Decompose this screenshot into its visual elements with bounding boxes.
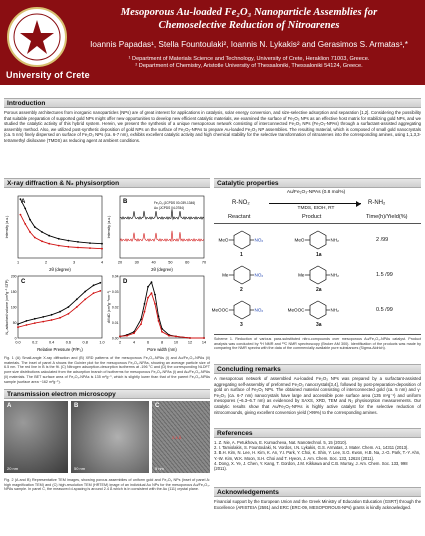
data-point xyxy=(76,306,78,308)
data-point xyxy=(99,290,101,292)
tem-section xyxy=(4,389,210,399)
x-tick-label: 0.8 xyxy=(82,340,88,345)
reaction-scheme: R-NO₂ Au/Fe₂O₃-NPAs (0.8 mol%) TMDS, EtOH, RT R-NH₂ xyxy=(232,190,386,211)
panel-label: D xyxy=(123,279,128,285)
data-point xyxy=(20,214,22,216)
reactant-structure-icon xyxy=(216,263,268,287)
xrd-pattern-line xyxy=(120,209,204,219)
x-tick-label: 30 xyxy=(134,260,139,265)
acknowledgements-text: Financial support by the European Union and the Greek Ministry of Education Education (GSRT) through the Excellence (ARISTEIA (2591) and ERC (ERC-09, MESOPOROUS-NPs) grants is kindly acknowledged. xyxy=(214,499,421,510)
data-point xyxy=(144,303,146,305)
data-point xyxy=(189,337,191,339)
data-point xyxy=(76,298,78,300)
compound-label: 1a xyxy=(316,252,322,258)
x-tick-label: 0.4 xyxy=(48,340,55,345)
x-axis-label: 2θ (degree) xyxy=(49,267,71,272)
compound-label: 3a xyxy=(316,322,322,328)
data-point xyxy=(151,281,153,283)
data-point xyxy=(89,242,91,244)
data-point xyxy=(29,231,31,233)
y-tick-label: 200 xyxy=(10,274,17,279)
chart-panel-d xyxy=(107,274,206,352)
x-tick-label: 40 xyxy=(151,260,156,265)
data-point xyxy=(51,319,53,321)
data-point xyxy=(158,320,160,322)
panel-label: A xyxy=(21,199,26,205)
x-tick-label: 8 xyxy=(160,340,164,345)
legend-entry: Fe₂O₃ (JCPDS 00-039-1346) xyxy=(154,201,196,205)
catalytic-table xyxy=(211,226,421,332)
data-point xyxy=(101,248,103,250)
product-structure-icon xyxy=(292,228,344,252)
data-point xyxy=(34,318,36,320)
x-tick-label: 14 xyxy=(201,340,207,345)
time-yield-value: 1.5 /99 xyxy=(376,272,393,278)
data-point xyxy=(26,324,28,326)
x-tick-label: 20 xyxy=(117,260,123,265)
x-tick-label: 0.2 xyxy=(32,340,38,345)
data-point xyxy=(41,231,43,233)
x-tick-label: 4 xyxy=(132,340,136,345)
plot-frame xyxy=(18,276,102,338)
reference-item: 1. Z. Nie, A. Petukhova, E. Kumacheva, Nat. Nanotechnol. 5, 15 (2010). xyxy=(214,440,348,445)
acknowledgements-heading: Acknowledgements xyxy=(214,487,421,497)
y-tick-label: 0.01 xyxy=(111,320,119,325)
product-structure-icon xyxy=(287,298,344,322)
x-axis-label: Relative Pressure (P/P₀) xyxy=(37,347,83,352)
university-logo xyxy=(6,6,68,68)
series-line xyxy=(20,199,102,244)
data-point xyxy=(59,311,61,313)
reference-item: 3. B.H. Kim, N. Lee, H. Kim, K. An, Y.I. Park, Y. Choi, K. Shin, Y. Lee, S.G. Kwon, H.B. Na, J.-G. Park, T.-Y. Ahn, Y.-W. Kim, W.K. Moon, S.H. Choi and T. Hyeon, J. Am. Chem. Soc. 133, 12624 (2011). xyxy=(214,450,421,461)
data-point xyxy=(140,319,142,321)
acknowledgements-section xyxy=(214,487,421,510)
data-point xyxy=(133,332,135,334)
x-tick-label: 1 xyxy=(16,260,20,265)
data-point xyxy=(84,298,86,300)
data-point xyxy=(119,336,121,338)
data-point xyxy=(99,282,101,284)
data-point xyxy=(29,219,31,221)
data-point xyxy=(17,323,19,325)
svg-text:Me: Me xyxy=(298,272,305,278)
data-point xyxy=(58,238,60,240)
x-tick-label: 10 xyxy=(173,340,179,345)
svg-text:NH₂: NH₂ xyxy=(330,237,339,243)
chart-panel-a xyxy=(5,196,103,272)
catalytic-heading: Catalytic properties xyxy=(214,178,421,188)
data-point xyxy=(20,198,22,200)
svg-text:MeO: MeO xyxy=(218,237,229,243)
y-tick-label: 100 xyxy=(10,305,17,310)
data-point xyxy=(144,311,146,313)
y-tick-label: 150 xyxy=(10,289,17,294)
series-line xyxy=(18,291,100,327)
data-point xyxy=(175,336,177,338)
svg-text:NH₂: NH₂ xyxy=(330,272,339,278)
introduction-heading: Introduction xyxy=(4,98,421,108)
data-point xyxy=(51,314,53,316)
university-name: University of Crete xyxy=(6,70,90,80)
figure-1-charts xyxy=(4,190,210,355)
y-tick-label: 0 xyxy=(14,336,17,341)
y-tick-label: 0.02 xyxy=(111,305,119,310)
data-point xyxy=(48,235,50,237)
tem-image-a: A 20 nm xyxy=(4,401,68,473)
data-point xyxy=(140,323,142,325)
x-axis-label: Pore width (nm) xyxy=(147,347,177,352)
chart-panel-b xyxy=(107,196,206,272)
svg-text:NH₂: NH₂ xyxy=(330,307,339,313)
series-line xyxy=(120,282,204,338)
x-tick-label: 70 xyxy=(201,260,207,265)
chart-panel-c xyxy=(5,274,105,352)
data-point xyxy=(77,247,79,249)
svg-text:MeOOC: MeOOC xyxy=(287,307,305,313)
x-tick-label: 6 xyxy=(146,340,150,345)
svg-text:Me: Me xyxy=(222,272,229,278)
catalytic-row xyxy=(214,226,424,260)
references-section xyxy=(214,428,421,471)
x-tick-label: 12 xyxy=(187,340,193,345)
x-tick-label: 0.0 xyxy=(15,340,21,345)
compound-label: 2 xyxy=(240,287,243,293)
reactant-structure-icon xyxy=(211,298,268,322)
x-tick-label: 3 xyxy=(72,260,76,265)
data-point xyxy=(93,284,95,286)
compound-label: 1 xyxy=(240,252,243,258)
concluding-section xyxy=(214,364,421,415)
tem-image-c: C 2.4 Å 5 nm xyxy=(152,401,210,473)
y-tick-label: 0.04 xyxy=(111,274,119,279)
data-point xyxy=(168,335,170,337)
scheme-1-caption: Scheme 1. Reduction of various para-substituted nitro-compounds over mesoporous Au/Fe₂O₃-NPAs catalyst. Product analysis was conducted by ¹H NMR and ¹³C NMR spectroscopy (Bruker AM 300). Identification of the products was made by comparing the NMR spectra with the data of the commercially available pure substances (Sigma-Aldrich). xyxy=(214,337,421,351)
data-point xyxy=(93,292,95,294)
catalytic-table-header: Reactant Product Time(h)/Yield(%) xyxy=(228,214,408,220)
svg-text:MeOOC: MeOOC xyxy=(211,307,229,313)
authors: Ioannis Papadas¹, Stella Fountoulaki², Ioannis N. Lykakis² and Gerasimos S. Armatas¹,* xyxy=(90,40,408,49)
concluding-heading: Concluding remarks xyxy=(214,364,421,374)
data-point xyxy=(147,286,149,288)
xray-section xyxy=(4,178,210,188)
data-point xyxy=(59,317,61,319)
svg-text:NO₂: NO₂ xyxy=(254,272,264,278)
y-axis-label: dV/dD (cm³g⁻¹nm⁻¹) xyxy=(107,290,111,324)
compound-label: 2a xyxy=(316,287,322,293)
data-point xyxy=(34,226,36,228)
tem-heading: Transmission electron microscopy xyxy=(4,389,210,399)
data-point xyxy=(58,245,60,247)
y-axis-label: N₂ adsorbed volume (cm³g⁻¹ STP) xyxy=(5,279,9,335)
product-structure-icon xyxy=(292,263,344,287)
catalytic-row xyxy=(211,296,424,330)
data-point xyxy=(84,291,86,293)
poster-title: Mesoporous Au-loaded Fe₂O₃ Nanoparticle Assemblies for Chemoselective Reduction of Nitroarenes xyxy=(120,7,378,31)
figure-1-caption: Fig. 1 (A) Small-angle X-ray diffraction and (B) XRD patterns of the mesoporous Fe₂O₃-NPAs (i) and Au/Fe₂O₃-NPAs (ii) materials. The inset of panel A shows the Guinier plot for the mesoporous Fe₂O₃-NPAs, showing an average particle size of 6.5 nm. The red line in B is the fit. (C) Nitrogen adsorption-desorption isotherms at -196 °C and (D) the corresponding NLDFT pore size distributions calculated from the adsorption branch of isotherms for mesoporous Fe₂O₃-NPAs (i) and Au/Fe₂O₃-NPAs (ii) materials. The BET surface area of Fe₂O₃-NPAs is 135 m²g⁻¹, which is slightly lower than that of the parent Fe₂O₃-NPAs sample (surface area ~162 m²g⁻¹). xyxy=(4,356,210,384)
x-tick-label: 1.0 xyxy=(99,340,105,345)
catalytic-section xyxy=(214,178,421,188)
affiliations: ¹ Department of Materials Science and Technology, University of Crete, Heraklion 71003, Greece. ² Department of Chemistry, Aristotle University of Thessaloniki, Thessaloniki 54124, Greece. xyxy=(128,56,370,70)
references-heading: References xyxy=(214,428,421,438)
poster-header xyxy=(0,0,425,85)
data-point xyxy=(68,246,70,248)
concluding-text: A mesoporous network of assembled Au-loaded Fe₂O₃ NPs was prepared by a surfactant-assisted aggregating self-assembly of preformed Fe₂O₃ nanocrystals[3,4], followed by post-preparation-deposition of gold on surface of Fe₂O₃ NPs. The obtained material consisting of interconnected gold (ca. 5 nm) and γ-Fe₂O₃ (ca. 6-7 nm) nanocrystals have large and accessible pore surface area (135 m²g⁻¹) and uniform mesopores (~6.3–6.7 nm) as evidenced by SAXS, XRD, TEM and N₂ physisorption measurements. Our catalytic results show that Au/Fe₂O₃-NPAs is highly active catalyst for the selective reduction of nitrocomounds, giving excellent conversion yield (>99%) to the corresponding amines. xyxy=(214,376,421,415)
data-point xyxy=(126,335,128,337)
time-yield-value: 0.5 /99 xyxy=(376,307,393,313)
data-point xyxy=(101,243,103,245)
data-point xyxy=(68,313,70,315)
y-axis-label: Intensity (a.u.) xyxy=(107,215,111,239)
reference-item: 4. Dong, X. Ye, J. Chen, Y. Kang, T. Gordon, J.M. Kikkawa and C.B. Murray, J. Am. Chem. Soc. 133, 998 (2011). xyxy=(214,460,408,472)
x-tick-label: 50 xyxy=(168,260,173,265)
data-point xyxy=(24,223,26,225)
data-point xyxy=(41,240,43,242)
data-point xyxy=(89,247,91,249)
x-tick-label: 2 xyxy=(44,260,48,265)
time-yield-value: 2 /99 xyxy=(376,237,389,243)
svg-text:MeO: MeO xyxy=(294,237,305,243)
data-point xyxy=(42,316,44,318)
introduction-section xyxy=(4,98,421,144)
x-tick-label: 2 xyxy=(118,340,122,345)
x-tick-label: 60 xyxy=(185,260,190,265)
data-point xyxy=(154,303,156,305)
catalytic-row xyxy=(214,261,424,295)
figure-2-caption: Fig. 2 (A and B) Representative TEM images, showing porous assemblies of uniform gold and Fe₂O₃ NPs (inset of panel A: high magnification TEM) and (C) high-resolution TEM (HRTEM) image of an individual Au NPs for the mesoporous Au/Fe₂O₃-NPAs sample. In panel C, the measured d-spacing is around 2.4 Å which is in consistent with the Au (111) crystal plane. xyxy=(4,478,210,492)
data-point xyxy=(203,337,205,339)
data-point xyxy=(42,321,44,323)
y-tick-label: 0.03 xyxy=(111,289,119,294)
data-point xyxy=(161,331,163,333)
data-point xyxy=(48,243,50,245)
y-tick-label: 0.00 xyxy=(111,336,119,341)
svg-text:NO₂: NO₂ xyxy=(254,307,264,313)
tem-image-b: B 50 nm xyxy=(71,401,149,473)
data-point xyxy=(34,322,36,324)
y-tick-label: 50 xyxy=(12,320,17,325)
reference-item: 2. I. Tamiolakis, S. Fountoulaki, N. Vordos, I.N. Lykakis, G.S. Armatas, J. Mater. Chem. A1, 14311 (2013). xyxy=(214,445,409,451)
data-point xyxy=(34,237,36,239)
panel-label: C xyxy=(21,279,26,285)
data-point xyxy=(24,208,26,210)
reaction-arrow xyxy=(269,203,361,204)
data-point xyxy=(17,326,19,328)
xray-heading: X-ray diffraction & N₂ physisorption xyxy=(4,178,210,188)
panel-label: B xyxy=(123,199,128,205)
xrd-pattern-line xyxy=(120,231,204,241)
y-axis-label: Intensity (a.u.) xyxy=(5,215,9,239)
x-tick-label: 0.6 xyxy=(65,340,72,345)
data-point xyxy=(68,240,70,242)
compound-label: 3 xyxy=(240,322,243,328)
data-point xyxy=(26,320,28,322)
x-tick-label: 4 xyxy=(100,260,104,265)
legend-entry: Au (JCPDS 04-0784) xyxy=(154,206,184,210)
data-point xyxy=(154,294,156,296)
svg-text:NO₂: NO₂ xyxy=(254,237,264,243)
data-point xyxy=(77,241,79,243)
reference-list xyxy=(214,440,421,471)
data-point xyxy=(147,297,149,299)
data-point xyxy=(151,292,153,294)
reactant-structure-icon xyxy=(216,228,268,252)
data-point xyxy=(68,306,70,308)
x-axis-label: 2θ (degree) xyxy=(151,267,173,272)
introduction-text: Porous assembly architectures from inorganic nanoparticles (NPs) are of great interest for applications in catalysis, solar energy conversion, and size-selective adsorption and separation [1,2]. Considering the possibility that suitable preparation of supported gold NPs might offer new opportunities to develop new efficient catalytic materials, we examined the surface of Fe₂O₃ NPs as an effective host matrix for stabilizing gold NPs, and we studied the catalytic activity of this hybrid system. Herein, we present the synthesis of a unique mesoporous network consisting of interconnected Fe₂O₃ NPs (Fe₂O₃-NPAs) through a surfactant-assisted aggregating assembly method. Also, we utilized post-synthetic deposition of gold NPs on the surface of Fe₂O₃-NPAs to prepare Au-loaded Fe₂O₃ NP assemblies. The resulting material, which is composed of small gold nanocrystals (ca. 5 nm) finely dispersed on surface of Fe₂O₃ NPs (ca. 6-7 nm), exhibits excellent catalytic activity and high chemical stability for the selective transformation of nitroarenes into the corresponding amines, using 1,1,3,3-tetramethyl disiloxane (TMDS) as reducing agent at ambient conditions. xyxy=(4,110,421,143)
